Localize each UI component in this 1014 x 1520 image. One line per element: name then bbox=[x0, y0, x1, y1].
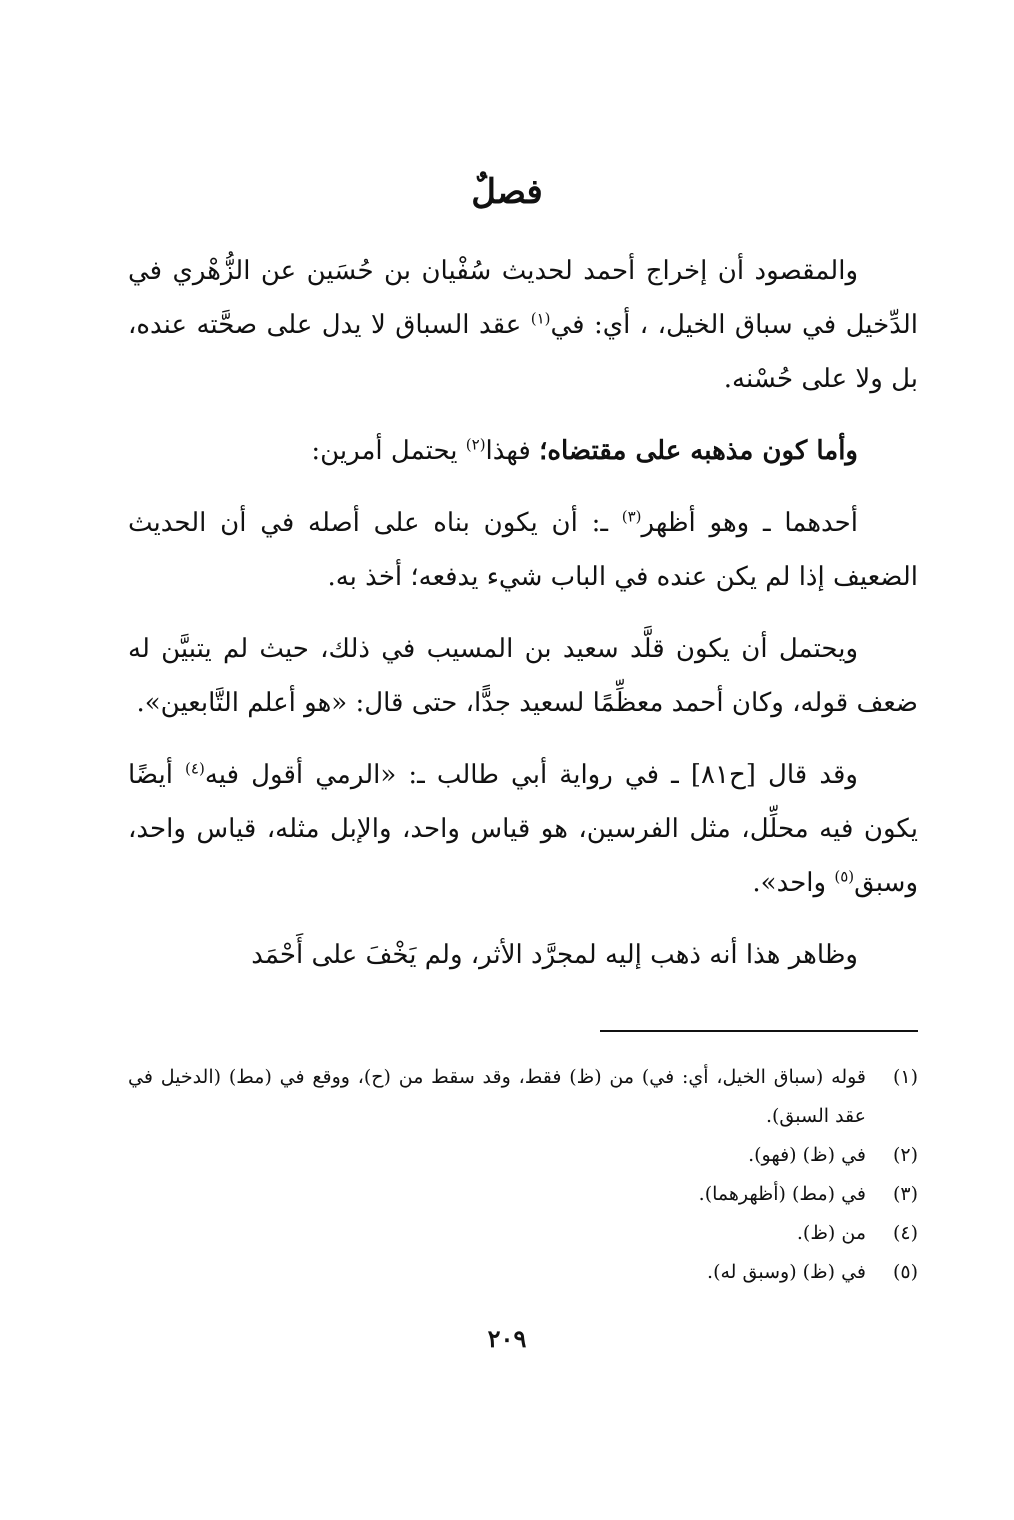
footnote-text: من (ظ). bbox=[796, 1222, 866, 1244]
footnotes bbox=[128, 1058, 918, 1292]
paragraph-2 bbox=[128, 424, 918, 478]
footnote-number: (٥) bbox=[892, 1261, 918, 1283]
paragraph-3-text: أحدهما ـ وهو أظهر bbox=[641, 508, 858, 538]
chapter-title: فصلٌ bbox=[471, 172, 543, 212]
footnote-text: في (ظ) (فهو). bbox=[748, 1144, 866, 1166]
paragraph-5-mid: أيضًا يكون فيه محلِّل، مثل الفرسين، هو قياس واحد، والإبل مثله، قياس واحد، وسبق bbox=[128, 760, 918, 898]
footnote-text: في (مط) (أظهرهما). bbox=[698, 1183, 866, 1205]
paragraph-5 bbox=[128, 748, 918, 910]
footnote-4 bbox=[128, 1214, 918, 1253]
footnote-5 bbox=[128, 1253, 918, 1292]
footnote-number: (٤) bbox=[892, 1222, 918, 1244]
footnote-ref-3: (٣) bbox=[621, 507, 642, 526]
paragraph-5-tail: واحد». bbox=[752, 868, 835, 898]
footnote-text: في (ظ) (وسبق له). bbox=[707, 1261, 866, 1283]
footnote-ref-2: (٢) bbox=[465, 435, 486, 454]
footnote-ref-4: (٤) bbox=[185, 759, 205, 778]
paragraph-5-text: وقد قال [ح٨١] ـ في رواية أبي طالب ـ: «الرمي أقول فيه bbox=[204, 760, 858, 790]
paragraph-3 bbox=[128, 496, 918, 604]
footnote-separator bbox=[600, 1030, 918, 1032]
paragraph-1-text: والمقصود أن إخراج أحمد لحديث سُفْيان بن حُسَين عن الزُّهْري في الدِّخيل في سباق الخيل، ، أي: في bbox=[128, 256, 918, 340]
paragraph-1-tail: عقد السباق لا يدل على صحَّته عنده، بل ولا على حُسْنه. bbox=[128, 310, 918, 394]
paragraph-1 bbox=[128, 244, 918, 406]
footnote-number: (٣) bbox=[892, 1183, 918, 1205]
footnote-3 bbox=[128, 1175, 918, 1214]
footnote-number: (١) bbox=[892, 1066, 918, 1088]
main-text bbox=[128, 244, 918, 1000]
footnote-text: قوله (سباق الخيل، أي: في) من (ظ) فقط، وقد سقط من (ح)، ووقع في (مط) (الدخيل في عقد السبق). bbox=[128, 1066, 866, 1127]
paragraph-3-tail: ـ: أن يكون بناه على أصله في أن الحديث الضعيف إذا لم يكن عنده في الباب شيء يدفعه؛ أخذ به. bbox=[128, 508, 918, 592]
footnote-ref-5: (٥) bbox=[834, 867, 855, 886]
paragraph-2-bold: وأما كون مذهبه على مقتضاه؛ bbox=[539, 436, 858, 466]
footnote-2 bbox=[128, 1136, 918, 1175]
footnote-ref-1: (١) bbox=[530, 309, 551, 328]
paragraph-2-tail: يحتمل أمرين: bbox=[311, 436, 466, 466]
paragraph-6: وظاهر هذا أنه ذهب إليه لمجرَّد الأثر، ولم يَخْفَ على أَحْمَد bbox=[251, 940, 858, 970]
paragraph-2-text: فهذا bbox=[485, 436, 540, 466]
footnote-number: (٢) bbox=[892, 1144, 918, 1166]
page-number: ٢٠٩ bbox=[487, 1324, 527, 1353]
paragraph-4: ويحتمل أن يكون قلَّد سعيد بن المسيب في ذلك، حيث لم يتبيَّن له ضعف قوله، وكان أحمد معظِّمًا لسعيد جدًّا، حتى قال: «هو أعلم التَّابعين». bbox=[128, 634, 918, 718]
footnote-1 bbox=[128, 1058, 918, 1136]
